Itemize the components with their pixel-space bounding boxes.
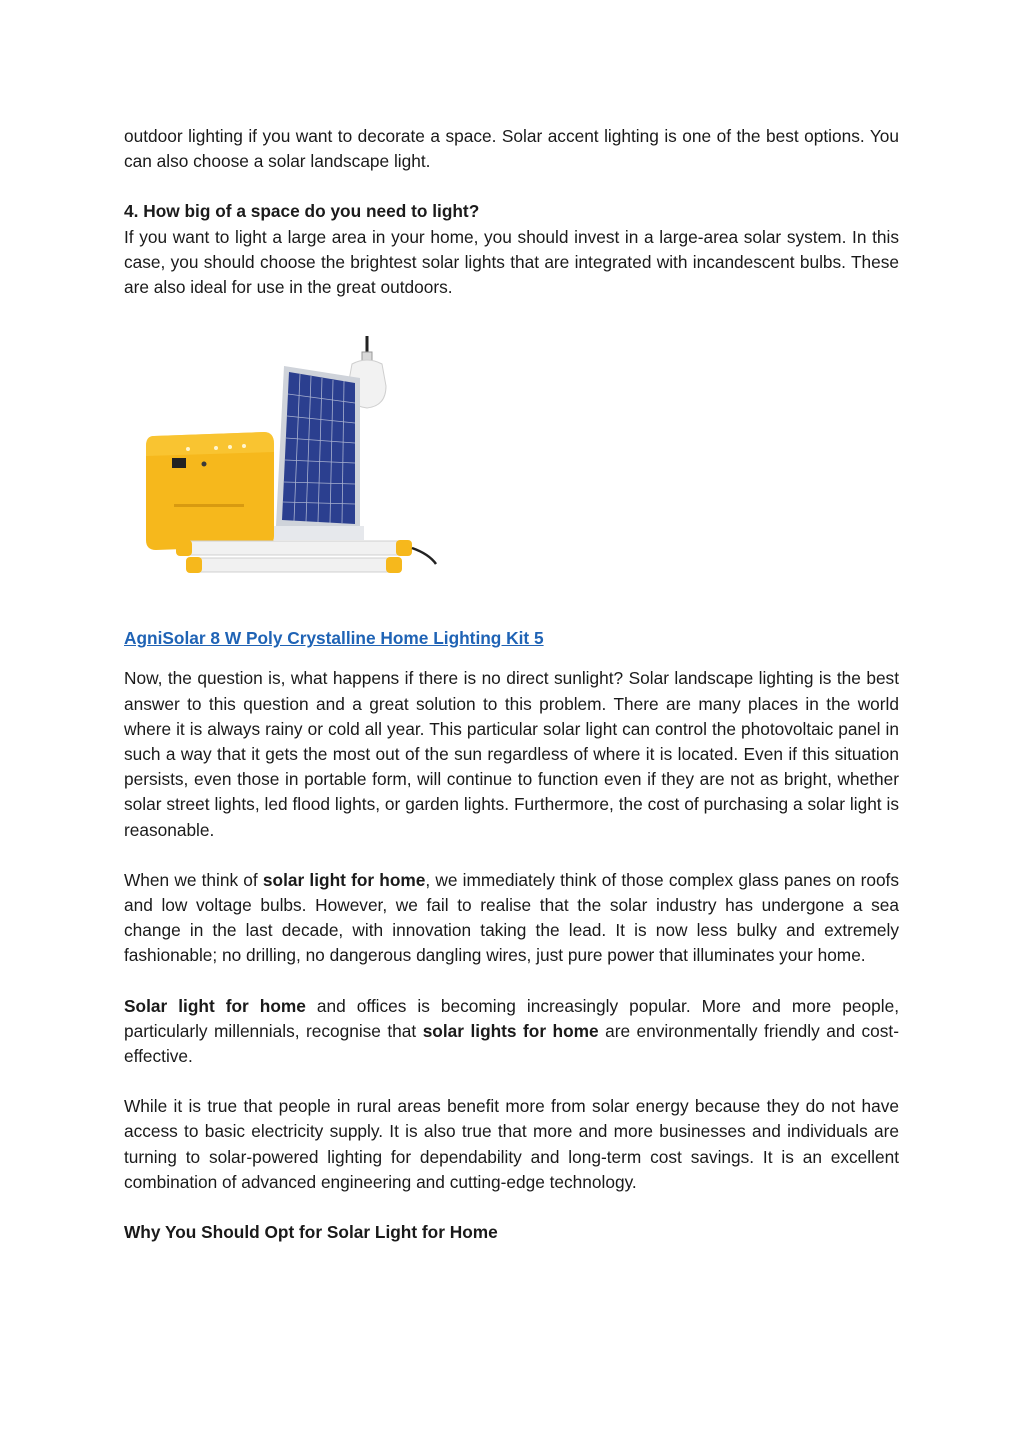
- tube-light-icon: [184, 541, 404, 555]
- sunlight-paragraph: Now, the question is, what happens if there is no direct sunlight? Solar landscape lighting is the best answer to this question and a great solution to this problem. There are many places in the world where it is always rainy or cold all year. This particular solar light can control the photovoltaic panel in such a way that it gets the most out of the sun regardless of where it is located. Even if this situation persists, even those in portable form, will continue to function even if they are not as bright, whether solar street lights, led flood lights, or garden lights. Furthermore, the cost of purchasing a solar light is reasonable.: [124, 668, 899, 840]
- bold-keyword: solar lights for home: [422, 1020, 599, 1041]
- tube-light-icon-2: [194, 558, 394, 572]
- home-solar-paragraph: [124, 868, 899, 969]
- document-body: [124, 124, 899, 1245]
- section-heading: Why You Should Opt for Solar Light for Home: [124, 1222, 498, 1243]
- panel-stand: [274, 526, 364, 540]
- product-link[interactable]: AgniSolar 8 W Poly Crystalline Home Lighting Kit 5: [124, 628, 544, 649]
- text-run: and offices is becoming increasingly popular. More and more people, particularly millennials, recognise that: [124, 995, 899, 1041]
- tube-cable: [412, 548, 436, 564]
- text-run: , we immediately think of those complex glass panes on roofs and low voltage bulbs. However, we fail to realise that the solar industry has undergone a sea change in the last decade, with innovation taking the lead. It is now less bulky and extremely fashionable; no drilling, no dangerous dangling wires, just pure power that illuminates your home.: [124, 869, 900, 966]
- solar-kit-illustration: [124, 336, 444, 586]
- intro-paragraph: outdoor lighting if you want to decorate a space. Solar accent lighting is one of the best options. You can also choose a solar landscape light.: [124, 126, 899, 172]
- product-image: [124, 336, 444, 586]
- popularity-paragraph: [124, 994, 899, 1070]
- question-heading: 4. How big of a space do you need to light?: [124, 201, 480, 222]
- question-body: If you want to light a large area in your home, you should invest in a large-area solar system. In this case, you should choose the brightest solar lights that are integrated with incandescent bulbs. These are also ideal for use in the great outdoors.: [124, 226, 899, 298]
- text-run: are environmentally friendly and cost-effective.: [124, 1020, 899, 1067]
- rural-paragraph: While it is true that people in rural areas benefit more from solar energy because they do not have access to basic electricity supply. It is also true that more and more businesses and individuals are turning to solar-powered lighting for dependability and long-term cost savings. It is an excellent combination of advanced engineering and cutting-edge technology.: [124, 1096, 899, 1192]
- bold-keyword: Solar light for home: [124, 995, 306, 1016]
- display-icon: [172, 458, 186, 468]
- bold-keyword: solar light for home: [262, 869, 426, 890]
- text-run: When we think of: [124, 869, 263, 890]
